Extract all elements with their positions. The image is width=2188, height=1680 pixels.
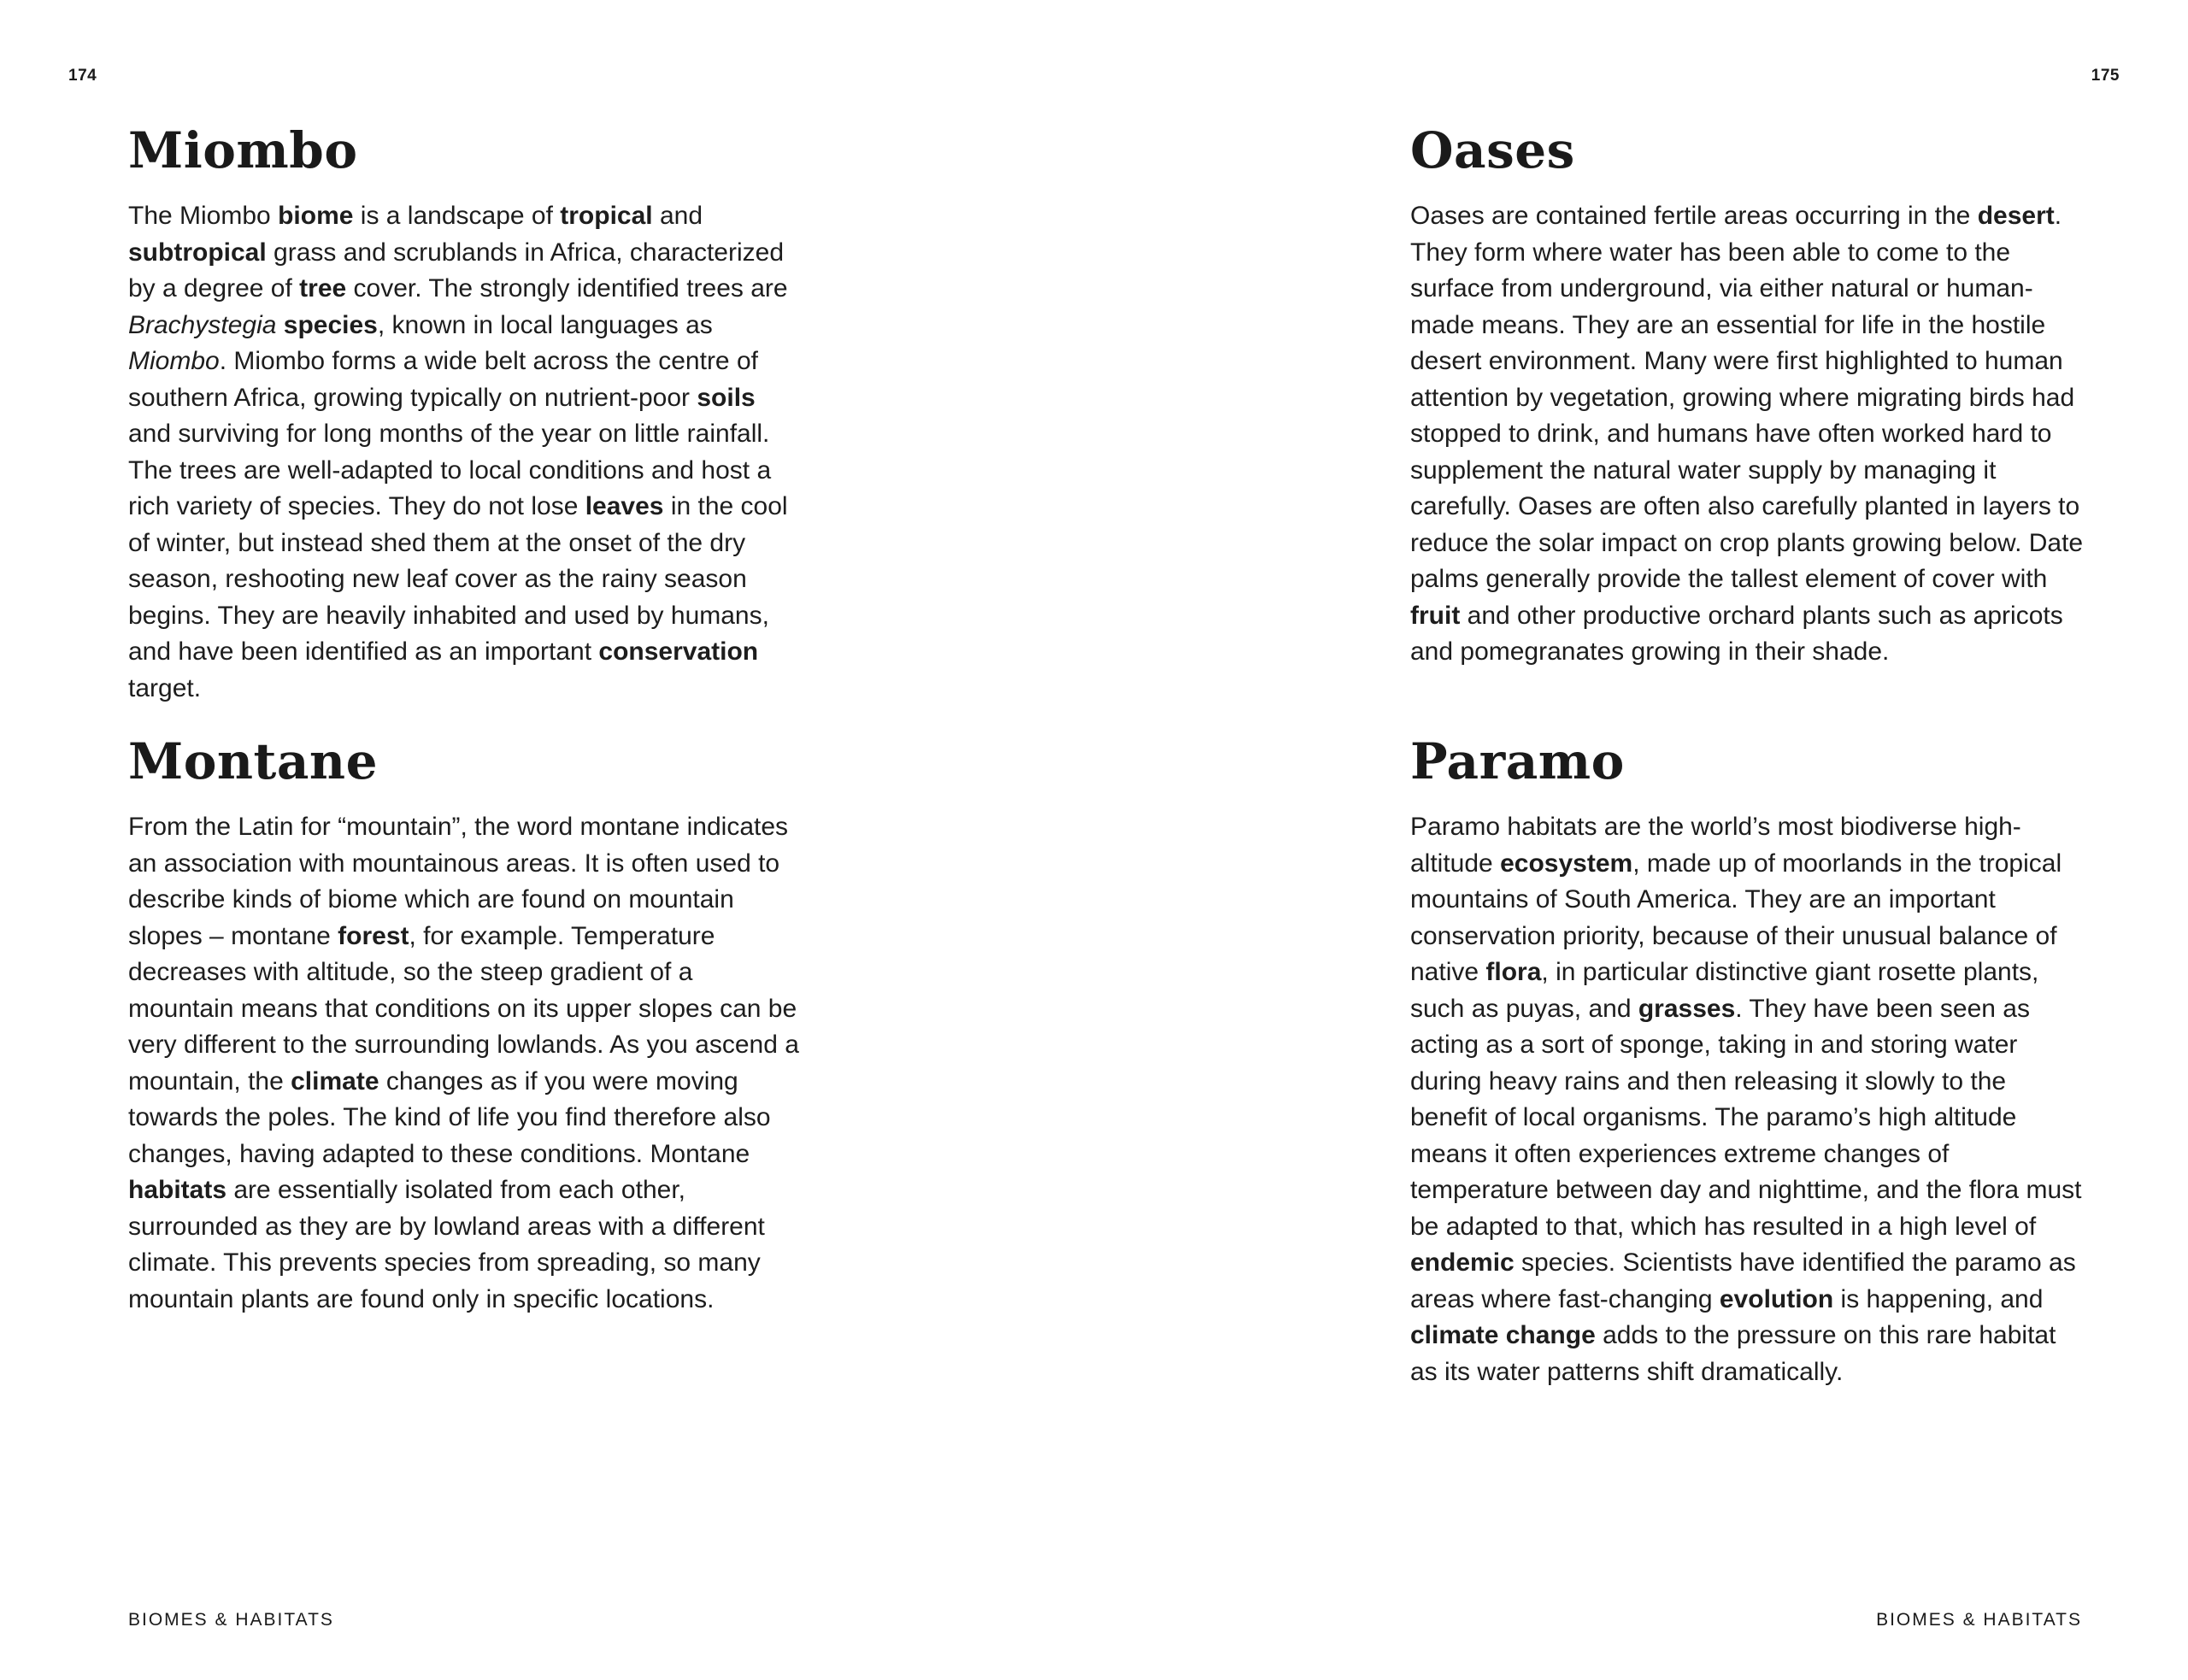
glossary-term: evolution xyxy=(1719,1284,1834,1313)
running-footer: BIOMES & HABITATS xyxy=(128,1610,334,1630)
entry-title: Oases xyxy=(1410,121,1575,179)
right-page xyxy=(1094,0,2188,1680)
page-number: 175 xyxy=(2091,67,2120,85)
glossary-term: ecosystem xyxy=(1500,849,1633,878)
glossary-term: flora xyxy=(1485,958,1542,986)
running-footer: BIOMES & HABITATS xyxy=(1876,1610,2082,1630)
entry-montane xyxy=(128,731,812,1318)
entry-title: Miombo xyxy=(128,121,358,179)
glossary-term: species xyxy=(283,310,378,339)
entry-body: The Miombo biome is a landscape of tropical and subtropical grass and scrublands in Africa, characterized by a degree of tree cover. The strongly identified trees are Brachystegia species, known in local languages as Miombo. Miombo forms a wide belt across the centre of southern Africa, growing typically on nutrient-poor soils and surviving for long months of the year on little rainfall. The trees are well-adapted to local conditions and host a rich variety of species. They do not lose leaves in the cool of winter, but instead shed them at the onset of the dry season, reshooting new leaf cover as the rainy season begins. They are heavily inhabited and used by humans, and have been identified as an important conservation target. xyxy=(128,202,788,702)
glossary-term: climate xyxy=(291,1066,379,1096)
glossary-term: biome xyxy=(278,202,354,230)
glossary-term: subtropical xyxy=(128,238,267,267)
glossary-term: tropical xyxy=(560,202,653,230)
entry-paramo xyxy=(1410,731,2094,1390)
glossary-term: leaves xyxy=(585,492,664,520)
entry-body: Oases are contained fertile areas occurring in the desert. They form where water has been able to come to the surface from underground, via either natural or human-made means. They are an essential for life in the hostile desert environment. Many were first highlighted to human attention by vegetation, growing where migrating birds had stopped to drink, and humans have often worked hard to supplement the natural water supply by managing it carefully. Oases are often also carefully planted in layers to reduce the solar impact on crop plants growing below. Date palms generally provide the tallest element of cover with fruit and other productive orchard plants such as apricots and pomegranates growing in their shade. xyxy=(1410,202,2084,666)
glossary-term: endemic xyxy=(1410,1248,1515,1277)
entry-miombo xyxy=(128,120,812,707)
glossary-term: forest xyxy=(338,921,409,950)
entry-oases xyxy=(1410,120,2094,671)
italic-term: Brachystegia xyxy=(128,310,277,339)
glossary-term: desert xyxy=(1977,202,2055,230)
entry-title: Montane xyxy=(128,732,378,790)
glossary-term: soils xyxy=(697,383,756,412)
glossary-term: conservation xyxy=(598,637,759,666)
entry-body: From the Latin for “mountain”, the word montane indicates an association with mountainous areas. It is often used to describe kinds of biome which are found on mountain slopes – montane forest, for example. Temperature decreases with altitude, so the steep gradient of a mountain means that conditions on its upper slopes can be very different to the surrounding lowlands. As you ascend a mountain, the climate changes as if you were moving towards the poles. The kind of life you find therefore also changes, having adapted to these conditions. Montane habitats are essentially isolated from each other, surrounded as they are by lowland areas with a different climate. This prevents species from spreading, so many mountain plants are found only in specific locations. xyxy=(128,813,799,1313)
italic-term: Miombo xyxy=(128,347,220,375)
glossary-term: habitats xyxy=(128,1176,227,1204)
glossary-term: grasses xyxy=(1638,994,1736,1023)
glossary-term: climate change xyxy=(1410,1321,1596,1349)
glossary-term: fruit xyxy=(1410,601,1461,630)
page-number: 174 xyxy=(68,67,97,85)
entry-body: Paramo habitats are the world’s most biodiverse high-altitude ecosystem, made up of moorlands in the tropical mountains of South America. They are an important conservation priority, because of their unusual balance of native flora, in particular distinctive giant rosette plants, such as puyas, and grasses. They have been seen as acting as a sort of sponge, taking in and storing water during heavy rains and then releasing it slowly to the benefit of local organisms. The paramo’s high altitude means it often experiences extreme changes of temperature between day and nighttime, and the flora must be adapted to that, which has resulted in a high level of endemic species. Scientists have identified the paramo as areas where fast-changing evolution is happening, and climate change adds to the pressure on this rare habitat as its water patterns shift dramatically. xyxy=(1410,813,2082,1386)
entry-title: Paramo xyxy=(1410,732,1625,790)
glossary-term: tree xyxy=(299,274,347,303)
